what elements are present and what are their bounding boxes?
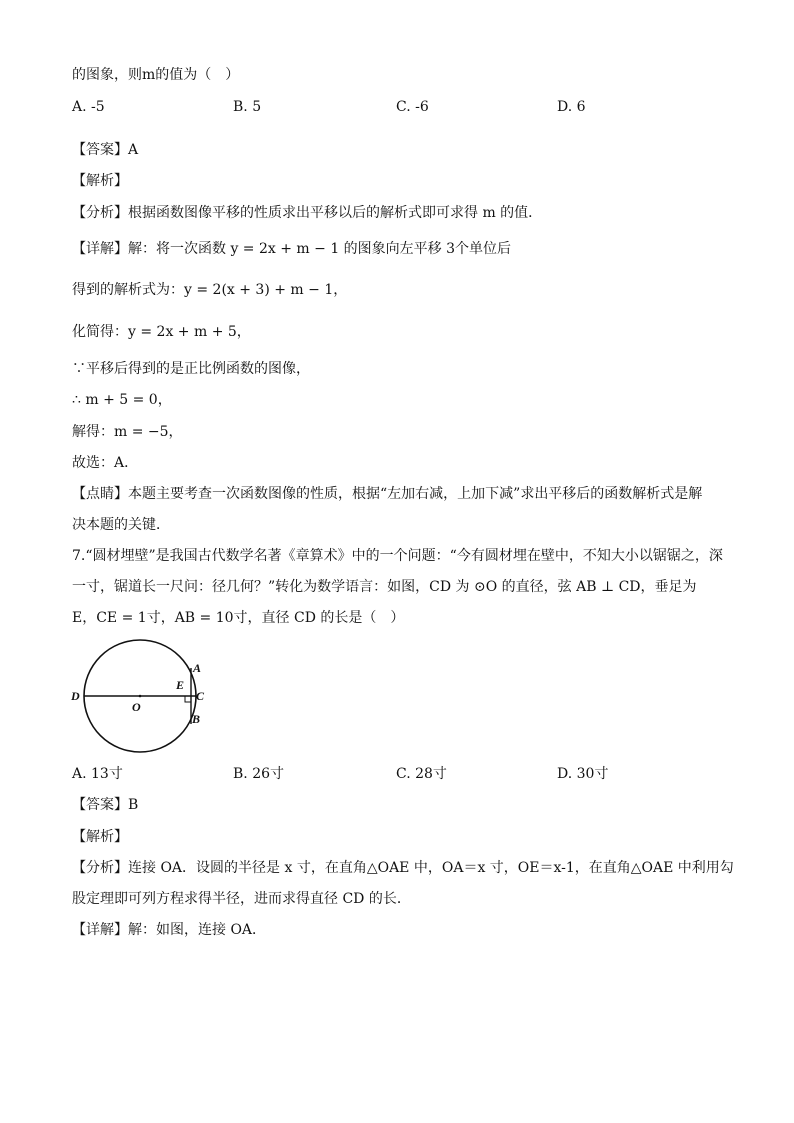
q6-step-3: ∵平移后得到的是正比例函数的图像， [72,361,310,377]
q7-option-a: A. 13寸 [72,766,123,782]
label-e: E [176,678,185,692]
q6-dianjing-line-2: 决本题的关键． [72,517,170,533]
circle-figure [68,638,218,756]
q7-option-c: C. 28寸 [396,766,447,782]
q6-option-d: D. 6 [557,99,586,115]
q7-fenxi-line-1: 【分析】连接 OA．设圆的半径是 x 寸，在直角△OAE 中，OA＝x 寸，OE＝x-1，在直角△OAE 中利用勾 [72,860,734,876]
label-a: A [193,661,202,675]
right-angle-mark [185,696,191,702]
q7-analysis-heading: 【解析】 [72,829,128,845]
q6-step-4: ∴ m + 5 = 0， [72,392,172,408]
q6-dianjing-line-1: 【点睛】本题主要考查一次函数图像的性质，根据“左加右减，上加下减”求出平移后的函数解析式是解 [72,486,703,502]
q6-analysis-fenxi: 【分析】根据函数图像平移的性质求出平移以后的解析式即可求得 m 的值． [72,205,543,221]
q6-detail-intro: 【详解】解：将一次函数 y = 2x + m − 1 的图象向左平移 3个单位后 [72,241,512,257]
q6-option-a: A. -5 [72,99,105,115]
q7-detail-intro: 【详解】解：如图，连接 OA． [72,922,267,938]
q6-step-2: 化简得：y = 2x + m + 5， [72,324,251,340]
q6-step-6: 故选：A． [72,455,139,471]
label-o: O [132,700,141,714]
center-point [139,695,142,698]
q6-step-5: 解得：m = −5， [72,424,183,440]
q6-stem-tail: 的图象，则m的值为（ ） [72,67,240,83]
q6-option-b: B. 5 [233,99,262,115]
q7-stem-line-2: 一寸，锯道长一尺问：径几何？”转化为数学语言：如图，CD 为 ⊙O 的直径，弦 AB ⊥ CD，垂足为 [72,579,697,595]
label-d: D [71,689,80,703]
q7-option-d: D. 30寸 [557,766,609,782]
label-c: C [196,689,205,703]
q6-option-c: C. -6 [396,99,429,115]
q6-analysis-heading: 【解析】 [72,173,128,189]
q6-step-1: 得到的解析式为：y = 2(x + 3) + m − 1， [72,282,348,298]
q7-answer: 【答案】B [72,797,139,813]
q6-answer: 【答案】A [72,142,139,158]
q7-stem-line-3: E，CE = 1寸，AB = 10寸，直径 CD 的长是（ ） [72,610,405,626]
q7-stem-line-1: 7.“圆材埋壁”是我国古代数学名著《章算术》中的一个问题：“今有圆材埋在壁中，不知大小以锯锯之，深 [72,548,723,564]
label-b: B [192,712,201,726]
q7-option-b: B. 26寸 [233,766,285,782]
q7-fenxi-line-2: 股定理即可列方程求得半径，进而求得直径 CD 的长． [72,891,411,907]
